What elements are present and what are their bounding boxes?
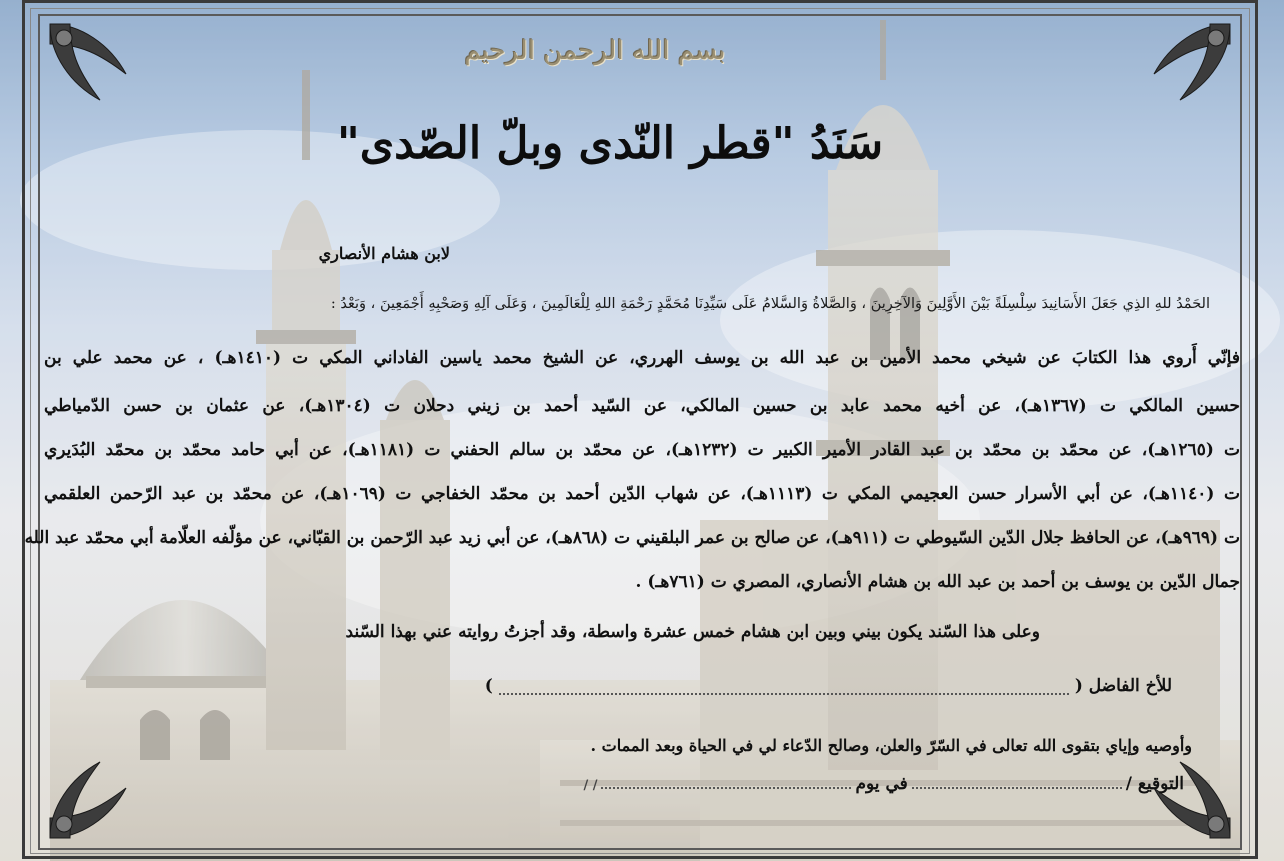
corner-ornament-top-left	[40, 14, 136, 110]
chain-line: ت (١٢٦٥هـ)، عن محمّد بن محمّد بن عبد القادر الأمير الكبير ت (١٢٣٢هـ)، عن محمّد بن سالم الحفني ت (١١٨١هـ)، عن أبي حامد محمّد بن محمّد البُدَيري	[44, 440, 1241, 460]
corner-ornament-top-right	[1144, 14, 1240, 110]
chain-line: ت (٩٦٩هـ)، عن الحافظ جلال الدّين السّيوطي ت (٩١١هـ)، عن صالح بن عمر البلقيني ت (٨٦٨هـ)، عن أبي زيد عبد الرّحمن بن القبّاني، عن مؤلّفه العلّامة أبي محمّد عبد الله	[24, 528, 1240, 548]
corner-ornament-bottom-left	[40, 752, 136, 848]
chain-line: ت (١١٤٠هـ)، عن أبي الأسرار حسن العجيمي المكي ت (١١١٣هـ)، عن شهاب الدّين أحمد بن محمّد الخفاجي ت (١٠٦٩هـ)، عن محمّد بن عبد الرّحمن العلقمي	[44, 484, 1240, 504]
signature-line	[536, 774, 1184, 794]
date-slashes: / /	[583, 778, 598, 793]
date-label: في يوم	[855, 774, 908, 794]
corner-ornament-bottom-right	[1144, 752, 1240, 848]
chain-line: جمال الدّين بن يوسف بن أحمد بن عبد الله بن هشام الأنصاري، المصري ت (٧٦١هـ) .	[635, 572, 1240, 592]
recipient-label: للأخ الفاضل (	[1074, 676, 1172, 696]
recipient-close: )	[484, 676, 493, 696]
date-field[interactable]	[601, 775, 851, 789]
chain-line: حسين المالكي ت (١٣٦٧هـ)، عن أخيه محمد عابد بن حسين المالكي، عن السّيد أحمد بن زيني دحلان ت (١٣٠٤هـ)، عن عثمان بن حسن الدّمياطي	[44, 396, 1241, 416]
signature-field[interactable]	[912, 775, 1122, 789]
basmala-calligraphy: بسم الله الرحمن الرحيم	[464, 36, 726, 66]
preface-text: الحَمْدُ للهِ الذِي جَعَلَ الأَسَانِيدَ سِلْسِلَةً بَيْنَ الأَوَّلِينَ وَالآخِرِينَ ، وَالصَّلاةُ وَالسَّلامُ عَلَى سَيِّدِنَا مُحَمَّدٍ رَحْمَةِ اللهِ لِلْعَالَمِينَ ، وَعَلَى آلِهِ وَصَحْبِهِ أَجْمَعِينَ ، وَبَعْدُ :	[330, 296, 1210, 312]
certificate-title: سَنَدُ "قطر النّدى وبلّ الصّدى"	[336, 118, 884, 169]
certificate-subtitle: لابن هشام الأنصاري	[318, 244, 450, 263]
chain-summary: وعلى هذا السّند يكون بيني وبين ابن هشام خمس عشرة واسطة، وقد أجزتُ روايته عني بهذا السّند	[345, 622, 1040, 642]
signature-label: التوقيع /	[1125, 774, 1184, 794]
chain-line: فإنّي أَروي هذا الكتابَ عن شيخي محمد الأمين بن عبد الله بن يوسف الهرري، عن الشيخ محمد ياسين الفاداني المكي ت (١٤١٠هـ) ، عن محمد علي بن	[44, 348, 1240, 368]
advice-text: وأوصيه وإياي بتقوى الله تعالى في السّرّ والعلن، وصالح الدّعاء لي في الحياة وبعد الممات .	[590, 736, 1192, 755]
recipient-line	[420, 676, 1172, 696]
recipient-name-field[interactable]	[499, 679, 1069, 695]
